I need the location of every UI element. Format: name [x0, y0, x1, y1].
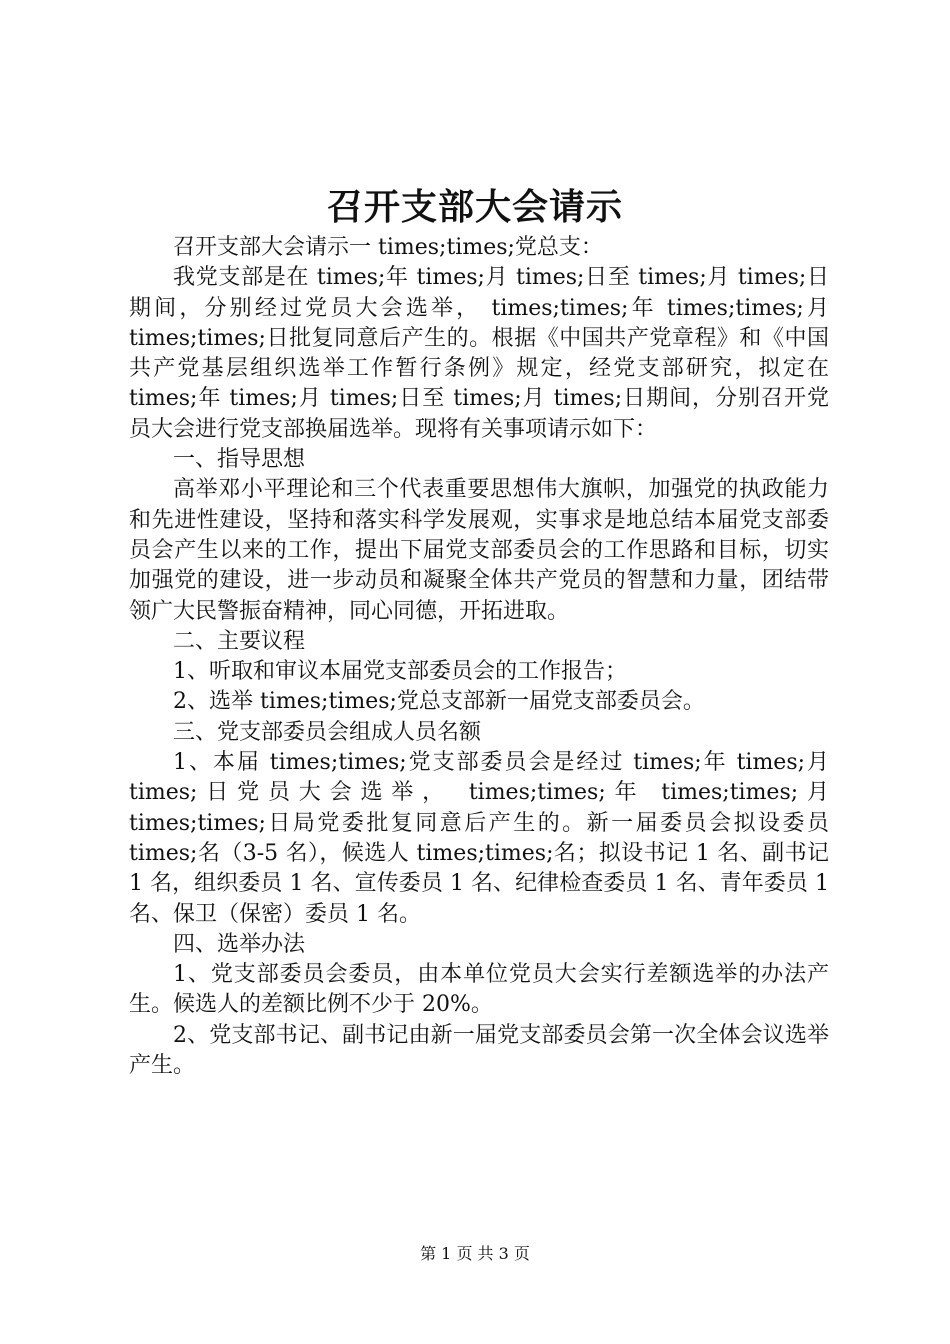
election-method-item-2: 2、党支部书记、副书记由新一届党支部委员会第一次全体会议选举产生。 [129, 1022, 829, 1079]
paragraph-quota: 1、本届 times;times;党支部委员会是经过 times;年 times;月 times;日党员大会选举， times;times;年 times;times;月 times;times;日局党委批复同意后产生的。新一届委员会拟设委员 times;名（3-5 名），候选人 times;times;名；拟设书记 1 名、副书记 1 名，组织委员 1 名、宣传委员 1 名、纪律检查委员 1 名、青年委员 1 名、保卫（保密）委员 1 名。 [129, 750, 829, 927]
section-heading-agenda: 二、主要议程 [173, 628, 306, 654]
document-title: 召开支部大会请示 [326, 186, 623, 228]
paragraph-guiding-thought: 高举邓小平理论和三个代表重要思想伟大旗帜，加强党的执政能力和先进性建设，坚持和落实科学发展观，实事求是地总结本届党支部委员会产生以来的工作，提出下届党支部委员会的工作思路和目标，切实加强党的建设，进一步动员和凝聚全体共产党员的智慧和力量，团结带领广大民警振奋精神，同心同德，开拓进取。 [129, 477, 829, 624]
paragraph-addressee: 召开支部大会请示一 times;times;党总支： [173, 235, 603, 260]
section-heading-guiding-thought: 一、指导思想 [173, 447, 306, 473]
agenda-item-2: 2、选举 times;times;党总支部新一届党支部委员会。 [173, 689, 705, 715]
paragraph-intro: 我党支部是在 times;年 times;月 times;日至 times;月 times;日期间，分别经过党员大会选举， times;times;年 times;times;月 times;times;日批复同意后产生的。根据《中国共产党章程》和《中国共产党基层组织选举工作暂行条例》规定，经党支部研究，拟定在 times;年 times;月 times;日至 times;月 times;日期间，分别召开党员大会进行党支部换届选举。现将有关事项请示如下： [129, 265, 829, 442]
agenda-item-1: 1、听取和审议本届党支部委员会的工作报告； [173, 659, 627, 685]
section-heading-quota: 三、党支部委员会组成人员名额 [173, 719, 482, 745]
document-body [129, 233, 829, 1081]
section-heading-election-method: 四、选举办法 [173, 931, 306, 957]
page-number-footer: 第 1 页 共 3 页 [420, 1244, 530, 1263]
election-method-item-1: 1、党支部委员会委员，由本单位党员大会实行差额选举的办法产生。候选人的差额比例不少于 20%。 [129, 962, 829, 1018]
